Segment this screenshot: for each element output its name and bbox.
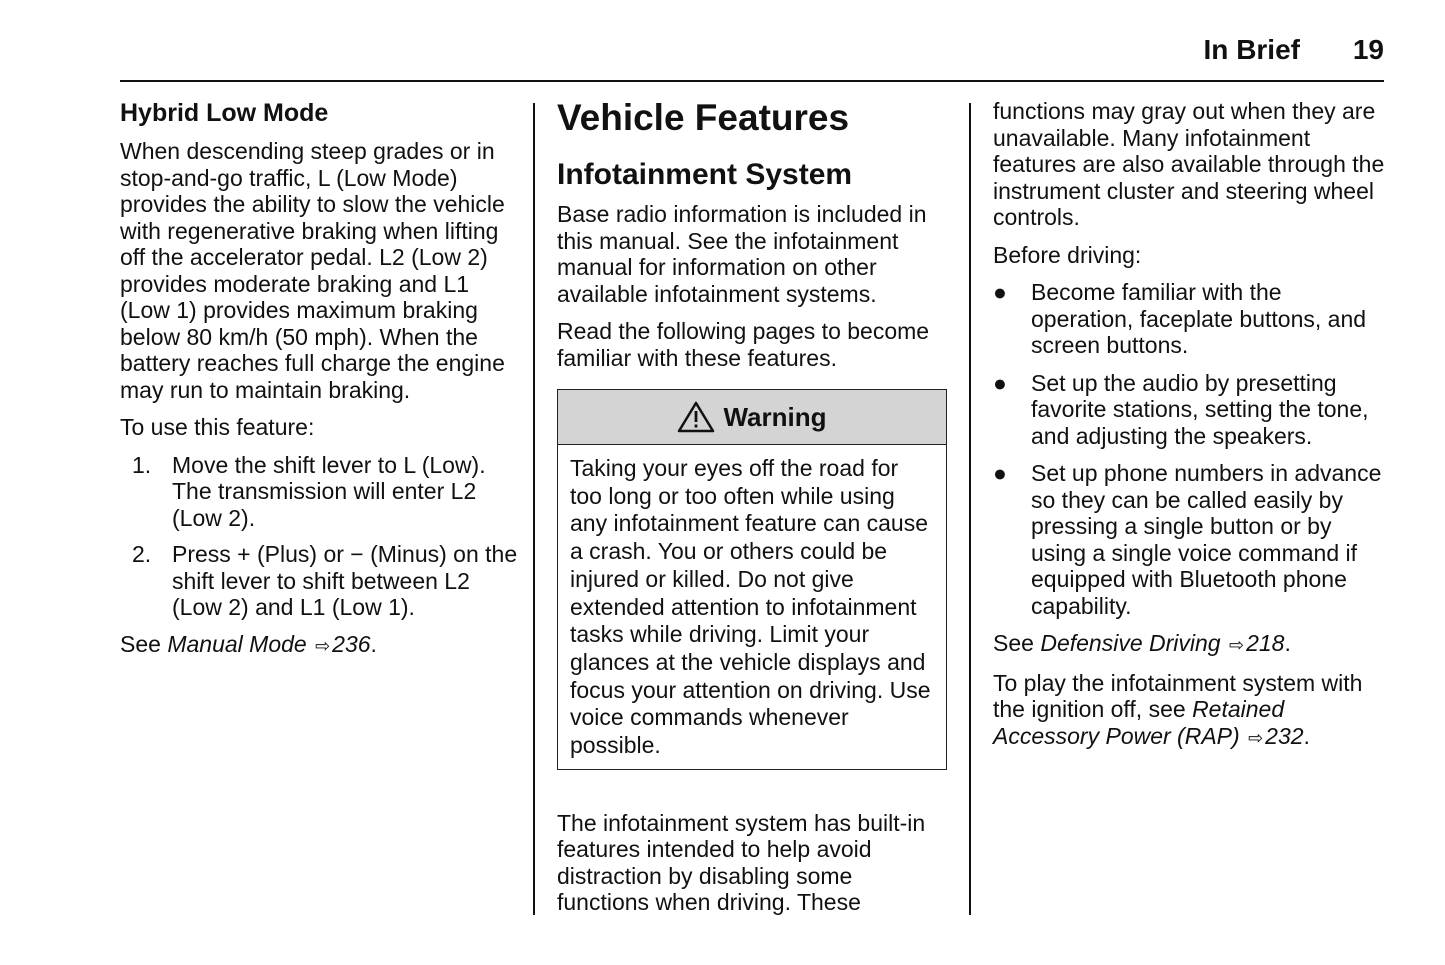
bullet-text: Become familiar with the operation, faceplate buttons, and screen buttons. (1031, 279, 1367, 358)
bullet-text: Set up phone numbers in advance so they can be called easily by pressing a single button or by using a single voice command if equipped with Bluetooth phone capability. (1031, 460, 1382, 619)
see-suffix: . (1303, 722, 1310, 749)
column-middle (557, 98, 949, 927)
before-driving-list (993, 279, 1388, 619)
bullet-text: Set up the audio by presetting favorite stations, setting the tone, and adjusting the speakers. (1031, 369, 1369, 449)
steps-list (120, 452, 520, 621)
step-text: Press + (Plus) or − (Minus) on the shift lever to shift between L2 (Low 2) and L1 (Low 1). (172, 541, 518, 620)
infotainment-para-1: Base radio information is included in this manual. See the infotainment manual for information on other available infotainment systems. (557, 201, 927, 307)
xref-page[interactable]: 218 (1246, 630, 1285, 656)
hybrid-low-mode-intro: When descending steep grades or in stop-and-go traffic, L (Low Mode) provides the ability to slow the vehicle with regenerative braking when lifting off the accelerator pedal. L2 (Low 2) provides moderate braking and L1 (Low 1) provides maximum braking below 80 km/h (50 mph). When the battery reaches full charge the engine may run to maintain braking. (120, 138, 505, 403)
step-text: Move the shift lever to L (Low). The transmission will enter L2 (Low 2). (172, 451, 486, 531)
warning-triangle-icon (677, 401, 715, 433)
bullet-icon: ● (993, 279, 1007, 305)
page-header (120, 30, 1384, 82)
warning-header (558, 390, 946, 445)
use-feature-label: To use this feature: (120, 414, 315, 440)
xref-page[interactable]: 236 (332, 630, 371, 657)
section-title: In Brief (1203, 34, 1300, 65)
column-divider-right (969, 103, 971, 915)
play-text: To play the infotainment system with the ignition off, see (993, 669, 1363, 722)
list-item (993, 460, 1388, 619)
column-right (993, 98, 1388, 762)
infotainment-system-heading: Infotainment System (557, 158, 853, 191)
list-item (993, 279, 1388, 359)
see-manual-mode (120, 631, 520, 660)
page-arrow-icon: ⇨ (315, 635, 331, 656)
hybrid-low-mode-heading: Hybrid Low Mode (120, 99, 329, 127)
see-suffix: . (1284, 630, 1291, 656)
step-number: 1. (132, 451, 152, 478)
bullet-icon: ● (993, 369, 1007, 396)
warning-label: Warning (723, 401, 827, 432)
page-arrow-icon: ⇨ (1248, 727, 1264, 748)
list-item (993, 370, 1388, 450)
step-number: 2. (132, 541, 152, 567)
page-arrow-icon: ⇨ (1228, 635, 1245, 655)
see-defensive-driving (993, 630, 1388, 659)
column-left (120, 98, 520, 670)
list-item (120, 541, 520, 621)
play-ignition-off (993, 670, 1388, 752)
warning-box (557, 389, 947, 770)
list-item (120, 452, 520, 532)
see-prefix: See (120, 630, 168, 657)
infotainment-para-3: The infotainment system has built-in features intended to help avoid distraction by disabling some functions when driving. These (557, 809, 926, 916)
see-prefix: See (993, 630, 1041, 656)
page-number: 19 (1352, 34, 1384, 65)
xref-link-rap[interactable]: Retained Accessory Power (RAP) (993, 696, 1285, 749)
warning-body: Taking your eyes off the road for too long or too often while using any infotainment feature can cause a crash. You or others could be injured or killed. Do not give extended attention to infotainment tasks while driving. Limit your glances at the vehicle displays and focus your attention on driving. Use voice commands whenever possible. (570, 455, 931, 759)
infotainment-para-continued: functions may gray out when they are unavailable. Many infotainment features are also available through the instrument cluster and steering wheel controls. (993, 98, 1385, 230)
xref-page[interactable]: 232 (1265, 722, 1304, 749)
see-suffix: . (370, 630, 377, 657)
column-divider-left (533, 103, 535, 915)
bullet-icon: ● (993, 460, 1007, 486)
before-driving-label: Before driving: (993, 241, 1142, 268)
vehicle-features-title: Vehicle Features (557, 97, 850, 138)
xref-link-defensive-driving[interactable]: Defensive Driving (1040, 630, 1221, 656)
infotainment-para-2: Read the following pages to become familiar with these features. (557, 318, 930, 371)
xref-link-manual-mode[interactable]: Manual Mode (167, 630, 307, 657)
